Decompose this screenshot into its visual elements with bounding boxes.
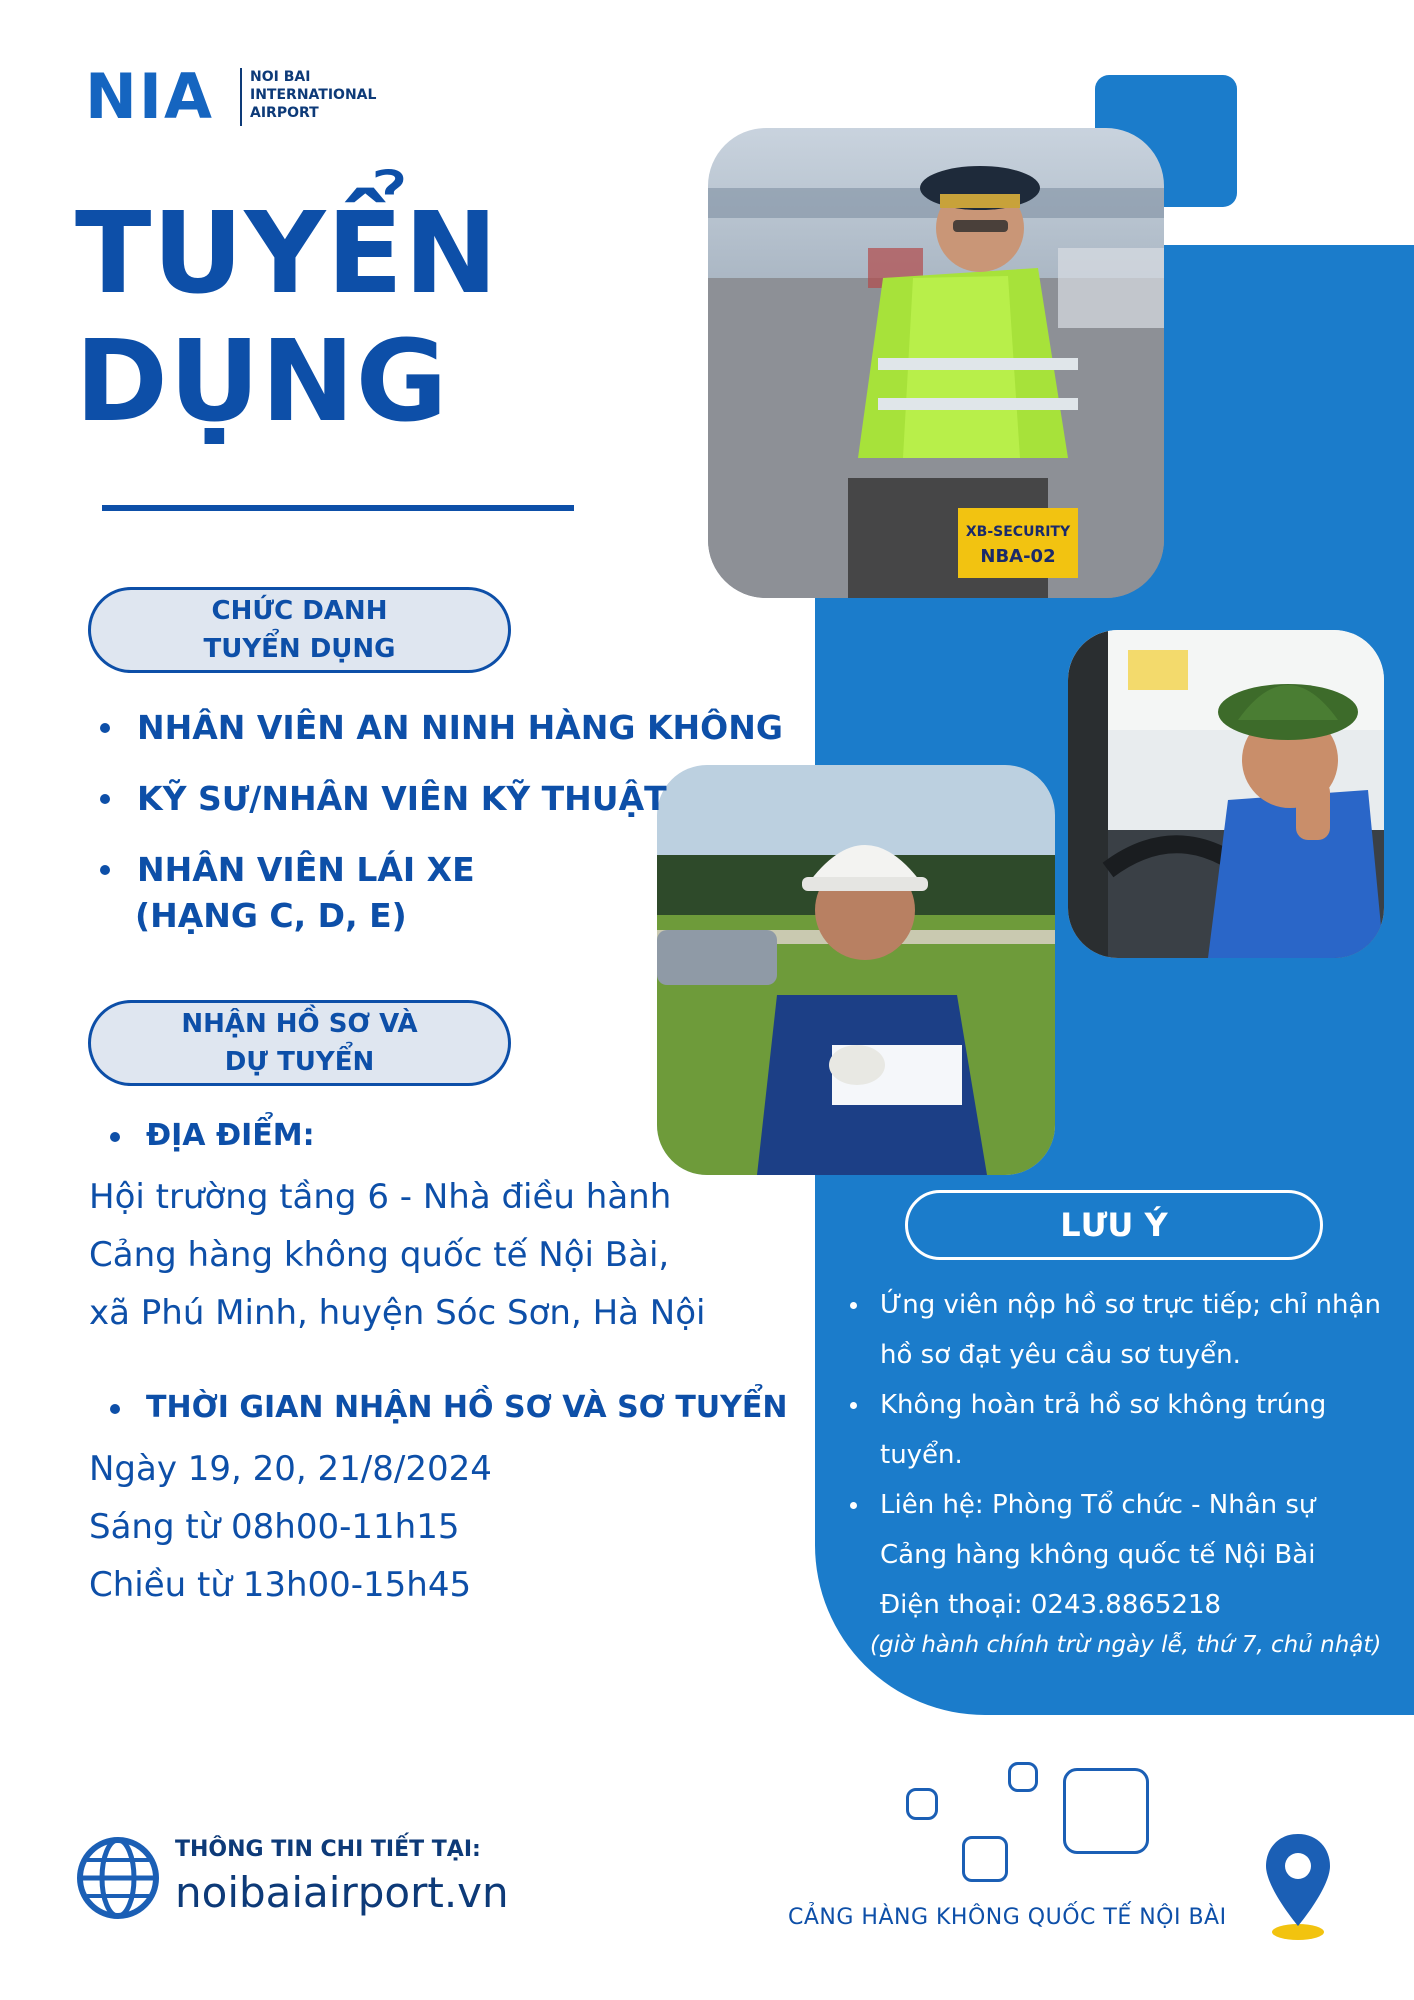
time-text: [89, 1440, 729, 1614]
footer-info-label: THÔNG TIN CHI TIẾT TẠI:: [175, 1837, 481, 1862]
location-pin-icon: [1262, 1830, 1334, 1946]
note-item: [850, 1380, 1385, 1480]
positions-label-line-2: TUYỂN DỤNG: [203, 634, 396, 664]
job-item-label: NHÂN VIÊN AN NINH HÀNG KHÔNG: [137, 708, 783, 747]
note-line: hồ sơ đạt yêu cầu sơ tuyển.: [880, 1340, 1241, 1370]
globe-icon: [75, 1835, 161, 1925]
footer-org-name: CẢNG HÀNG KHÔNG QUỐC TẾ NỘI BÀI: [788, 1905, 1227, 1930]
footer-website-link[interactable]: noibaiairport.vn: [175, 1868, 509, 1917]
location-heading: ĐỊA ĐIỂM:: [110, 1118, 315, 1153]
logo-text: [250, 68, 376, 122]
location-text: [89, 1168, 729, 1342]
nia-logo-mark: NIA: [85, 60, 214, 133]
note-line: tuyển.: [880, 1440, 963, 1470]
positions-label-line-1: CHỨC DANH: [211, 596, 388, 626]
page-title: [75, 190, 499, 446]
note-line: Ứng viên nộp hồ sơ trực tiếp; chỉ nhận: [880, 1290, 1381, 1320]
job-item-label: NHÂN VIÊN LÁI XE: [137, 850, 475, 889]
decor-square: [906, 1788, 938, 1820]
logo-line-3: AIRPORT: [250, 105, 319, 121]
job-list: [100, 705, 800, 964]
note-line: Liên hệ: Phòng Tổ chức - Nhân sự: [880, 1490, 1316, 1520]
location-line: Hội trường tầng 6 - Nhà điều hành: [89, 1177, 672, 1217]
time-heading: THỜI GIAN NHẬN HỒ SƠ VÀ SƠ TUYỂN: [110, 1390, 787, 1425]
title-underline: [102, 505, 574, 511]
photo-security-officer: [708, 128, 1164, 598]
decor-square: [1063, 1768, 1149, 1854]
photo-thumbs-up-worker: [1068, 630, 1384, 958]
decor-square: [1008, 1762, 1038, 1792]
title-line-2: DỤNG: [75, 317, 449, 447]
note-line: Không hoàn trả hồ sơ không trúng: [880, 1390, 1327, 1420]
note-line: Cảng hàng không quốc tế Nội Bài: [880, 1540, 1316, 1570]
logo-divider: [240, 68, 242, 126]
job-item: [100, 705, 800, 751]
job-item: [100, 847, 800, 939]
notes-list: [850, 1280, 1385, 1630]
note-line: Điện thoại: 0243.8865218: [880, 1590, 1222, 1620]
time-line: Ngày 19, 20, 21/8/2024: [89, 1449, 492, 1489]
note-item: [850, 1480, 1385, 1630]
time-line: Sáng từ 08h00-11h15: [89, 1507, 460, 1547]
note-item: [850, 1280, 1385, 1380]
application-label-line-1: NHẬN HỒ SƠ VÀ: [181, 1009, 418, 1039]
security-badge-line-1: XB-SECURITY: [965, 524, 1071, 540]
job-item-sub: (HẠNG C, D, E): [135, 896, 407, 935]
security-badge-line-2: NBA-02: [980, 546, 1056, 567]
notes-pill: LƯU Ý: [905, 1190, 1323, 1260]
job-item-label: KỸ SƯ/NHÂN VIÊN KỸ THUẬT: [137, 779, 667, 818]
decor-square: [962, 1836, 1008, 1882]
office-hours-note: (giờ hành chính trừ ngày lễ, thứ 7, chủ nhật): [870, 1632, 1382, 1658]
application-pill: [88, 1000, 511, 1086]
logo-line-2: INTERNATIONAL: [250, 87, 377, 103]
time-line: Chiều từ 13h00-15h45: [89, 1565, 472, 1605]
application-label-line-2: DỰ TUYỂN: [224, 1047, 375, 1077]
location-line: Cảng hàng không quốc tế Nội Bài,: [89, 1235, 670, 1275]
title-line-1: TUYỂN: [75, 189, 499, 319]
logo-line-1: NOI BAI: [250, 69, 311, 85]
positions-pill: [88, 587, 511, 673]
location-line: xã Phú Minh, huyện Sóc Sơn, Hà Nội: [89, 1293, 706, 1333]
job-item: [100, 776, 800, 822]
